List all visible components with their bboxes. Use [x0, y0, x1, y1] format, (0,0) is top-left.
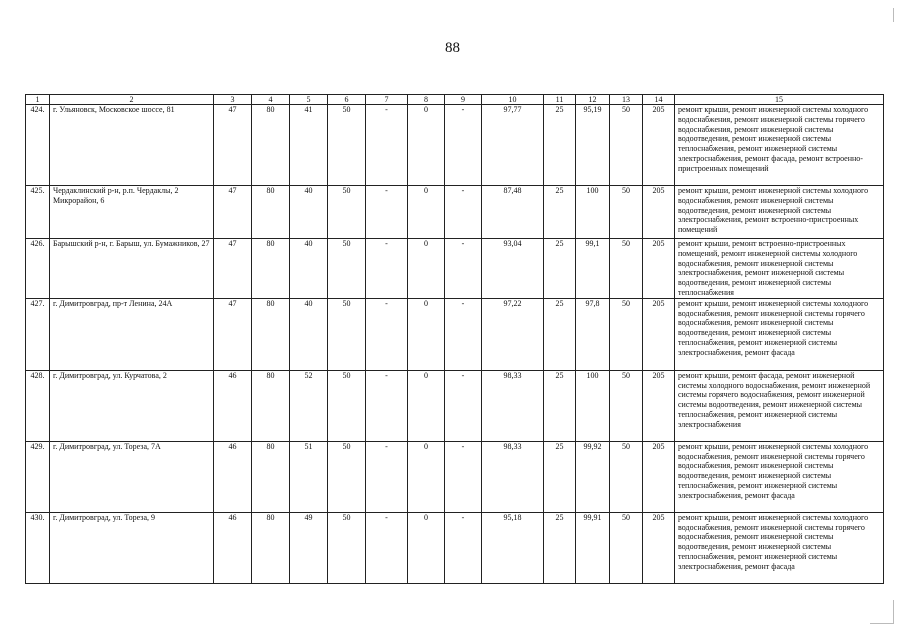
cell: 47 [214, 186, 252, 239]
cell: 205 [643, 105, 675, 186]
row-address: г. Димитровград, ул. Тореза, 9 [50, 512, 214, 583]
cell: 97,22 [482, 298, 544, 370]
cell: 95,19 [576, 105, 610, 186]
cell: 40 [290, 298, 328, 370]
cell: 50 [328, 512, 366, 583]
cell: 95,18 [482, 512, 544, 583]
cell: 87,48 [482, 186, 544, 239]
cell: 99,1 [576, 239, 610, 299]
table-row [26, 186, 884, 239]
row-works: ремонт крыши, ремонт инженерной системы холодного водоснабжения, ремонт инженерной системы горячего водоснабжения, ремонт инженерной системы водоотведения, ремонт инженерной системы теплоснабжения, ремонт инженерной системы электроснабжения, ремонт фасада [675, 441, 884, 512]
cell: 51 [290, 441, 328, 512]
cell: 52 [290, 370, 328, 441]
table-row [26, 512, 884, 583]
cell: 25 [544, 512, 576, 583]
cell: 99,92 [576, 441, 610, 512]
cell: 50 [328, 186, 366, 239]
row-address: г. Димитровград, ул. Тореза, 7А [50, 441, 214, 512]
cell: - [445, 105, 482, 186]
cell: 205 [643, 186, 675, 239]
cell: - [366, 512, 408, 583]
column-header: 9 [445, 95, 482, 105]
cell: 40 [290, 239, 328, 299]
cell: 25 [544, 239, 576, 299]
row-works: ремонт крыши, ремонт инженерной системы холодного водоснабжения, ремонт инженерной системы водоотведения, ремонт инженерной системы электроснабжения, ремонт встроенно-пристроенных помещений [675, 186, 884, 239]
cell: 46 [214, 512, 252, 583]
cell: 80 [252, 298, 290, 370]
cell: 97,8 [576, 298, 610, 370]
cell: 80 [252, 239, 290, 299]
scan-edge-mark [870, 623, 894, 624]
cell: 80 [252, 186, 290, 239]
cell: - [445, 512, 482, 583]
row-address: Барышский р-н, г. Барыш, ул. Бумажников, 27 [50, 239, 214, 299]
table-row [26, 370, 884, 441]
cell: 47 [214, 239, 252, 299]
table-row [26, 441, 884, 512]
row-works: ремонт крыши, ремонт встроенно-пристроенных помещений, ремонт инженерной системы холодного водоснабжения, ремонт инженерной системы электроснабжения, ремонт инженерной системы водоотведения, ремонт инженерной системы теплоснабжения [675, 239, 884, 299]
cell: 98,33 [482, 370, 544, 441]
cell: 0 [408, 512, 445, 583]
column-header: 1 [26, 95, 50, 105]
cell: 98,33 [482, 441, 544, 512]
cell: - [445, 370, 482, 441]
row-works: ремонт крыши, ремонт фасада, ремонт инженерной системы холодного водоснабжения, ремонт инженерной системы горячего водоснабжения, ремонт инженерной системы водоотведения, ремонт инженерной системы теплоснабжения, ремонт инженерной системы электроснабжения [675, 370, 884, 441]
cell: 80 [252, 105, 290, 186]
cell: 0 [408, 298, 445, 370]
cell: 50 [328, 370, 366, 441]
cell: - [366, 105, 408, 186]
row-number: 429. [26, 441, 50, 512]
row-number: 427. [26, 298, 50, 370]
cell: 46 [214, 370, 252, 441]
row-works: ремонт крыши, ремонт инженерной системы холодного водоснабжения, ремонт инженерной системы горячего водоснабжения, ремонт инженерной системы водоотведения, ремонт инженерной системы теплоснабжения, ремонт инженерной системы электроснабжения, ремонт фасада [675, 298, 884, 370]
cell: 50 [328, 441, 366, 512]
cell: 97,77 [482, 105, 544, 186]
cell: - [366, 239, 408, 299]
cell: 99,91 [576, 512, 610, 583]
column-header: 2 [50, 95, 214, 105]
column-header: 3 [214, 95, 252, 105]
column-header: 6 [328, 95, 366, 105]
table-row [26, 105, 884, 186]
cell: 40 [290, 186, 328, 239]
cell: - [366, 298, 408, 370]
cell: 93,04 [482, 239, 544, 299]
row-number: 424. [26, 105, 50, 186]
column-header: 8 [408, 95, 445, 105]
cell: - [366, 370, 408, 441]
column-header: 12 [576, 95, 610, 105]
table-row [26, 298, 884, 370]
cell: 50 [610, 512, 643, 583]
cell: 0 [408, 105, 445, 186]
row-number: 428. [26, 370, 50, 441]
cell: 41 [290, 105, 328, 186]
cell: 50 [610, 298, 643, 370]
cell: 100 [576, 370, 610, 441]
cell: 205 [643, 441, 675, 512]
registry-table-body [26, 105, 884, 584]
row-number: 430. [26, 512, 50, 583]
row-works: ремонт крыши, ремонт инженерной системы холодного водоснабжения, ремонт инженерной системы горячего водоснабжения, ремонт инженерной системы водоотведения, ремонт инженерной системы теплоснабжения, ремонт инженерной системы электроснабжения, ремонт фасада [675, 512, 884, 583]
cell: 47 [214, 298, 252, 370]
row-address: г. Димитровград, ул. Курчатова, 2 [50, 370, 214, 441]
cell: 50 [328, 298, 366, 370]
column-header: 10 [482, 95, 544, 105]
cell: - [445, 441, 482, 512]
cell: - [366, 441, 408, 512]
cell: 50 [610, 105, 643, 186]
cell: 205 [643, 370, 675, 441]
cell: 25 [544, 105, 576, 186]
cell: 25 [544, 186, 576, 239]
cell: - [445, 298, 482, 370]
table-row [26, 239, 884, 299]
cell: 50 [610, 186, 643, 239]
cell: 205 [643, 512, 675, 583]
cell: 25 [544, 441, 576, 512]
row-works: ремонт крыши, ремонт инженерной системы холодного водоснабжения, ремонт инженерной системы горячего водоснабжения, ремонт инженерной системы водоотведения, ремонт инженерной системы теплоснабжения, ремонт инженерной системы электроснабжения, ремонт фасада, ремонт встроенно-пристроенных помещений [675, 105, 884, 186]
scan-edge-mark [893, 600, 894, 624]
cell: 25 [544, 370, 576, 441]
cell: 50 [328, 239, 366, 299]
cell: 49 [290, 512, 328, 583]
cell: 100 [576, 186, 610, 239]
cell: 50 [610, 239, 643, 299]
cell: 205 [643, 239, 675, 299]
table-header-row [26, 95, 884, 105]
cell: 80 [252, 512, 290, 583]
column-header: 13 [610, 95, 643, 105]
scan-edge-mark [893, 8, 894, 22]
column-header: 15 [675, 95, 884, 105]
column-header: 14 [643, 95, 675, 105]
cell: - [445, 186, 482, 239]
row-address: Чердаклинский р-н, р.п. Чердаклы, 2 Микрорайон, 6 [50, 186, 214, 239]
cell: 50 [610, 370, 643, 441]
cell: 47 [214, 105, 252, 186]
registry-table [25, 94, 884, 584]
row-number: 426. [26, 239, 50, 299]
cell: 0 [408, 370, 445, 441]
cell: - [366, 186, 408, 239]
row-number: 425. [26, 186, 50, 239]
cell: 205 [643, 298, 675, 370]
row-address: г. Димитровград, пр-т Ленина, 24А [50, 298, 214, 370]
row-address: г. Ульяновск, Московское шоссе, 81 [50, 105, 214, 186]
cell: 0 [408, 239, 445, 299]
cell: 80 [252, 370, 290, 441]
column-header: 4 [252, 95, 290, 105]
column-header: 7 [366, 95, 408, 105]
column-header: 11 [544, 95, 576, 105]
column-header: 5 [290, 95, 328, 105]
cell: - [445, 239, 482, 299]
cell: 0 [408, 441, 445, 512]
cell: 50 [610, 441, 643, 512]
cell: 50 [328, 105, 366, 186]
cell: 80 [252, 441, 290, 512]
cell: 0 [408, 186, 445, 239]
page-number: 88 [445, 40, 460, 56]
cell: 46 [214, 441, 252, 512]
cell: 25 [544, 298, 576, 370]
